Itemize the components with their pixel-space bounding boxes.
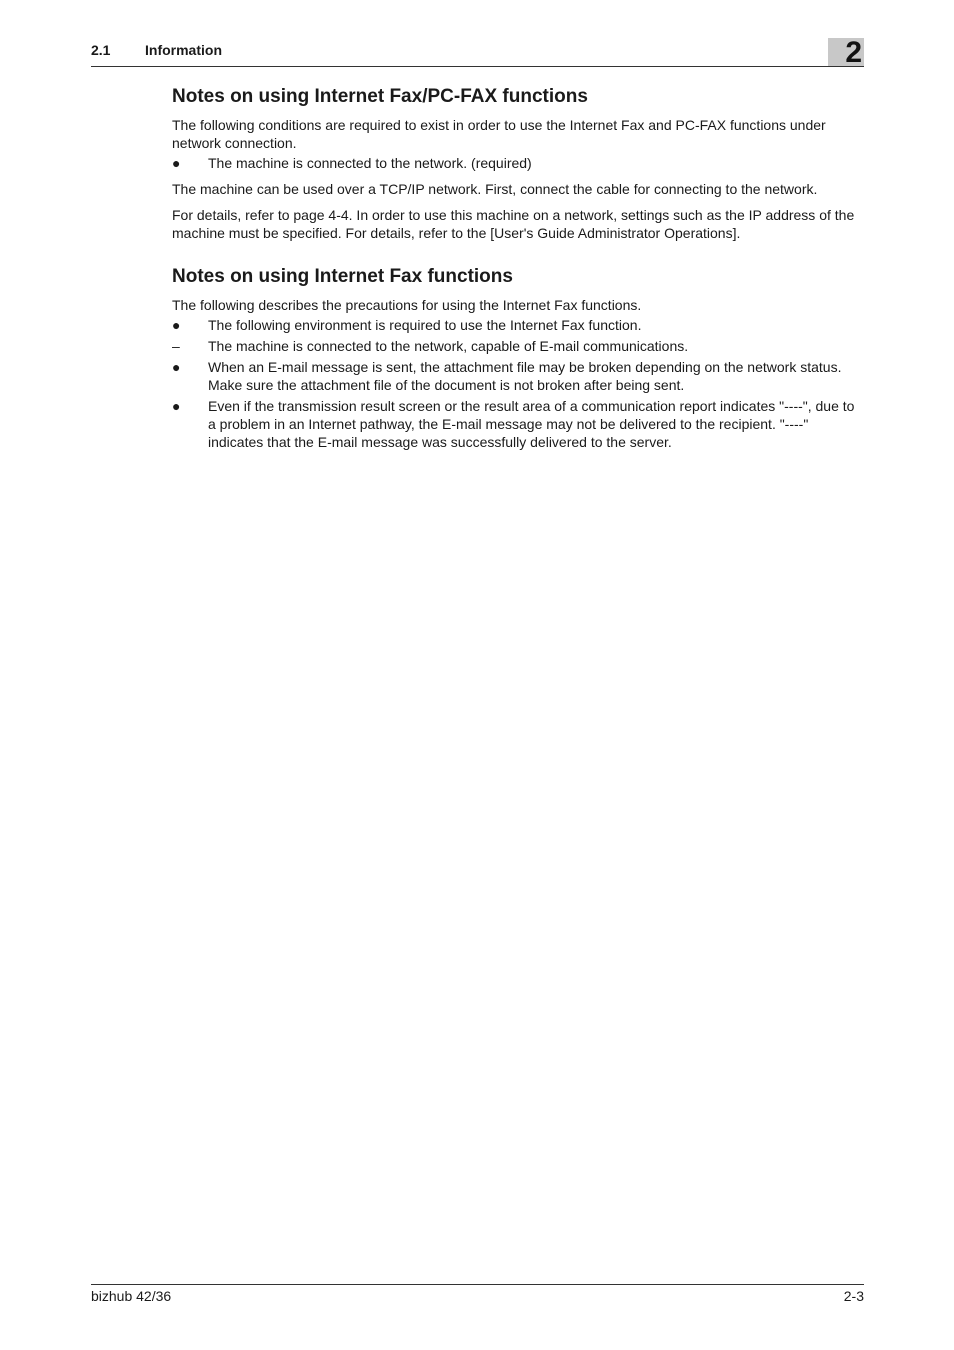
list-item: [172, 316, 864, 334]
bullet-marker: ●: [172, 359, 181, 375]
list-item: [172, 337, 864, 355]
running-header: [91, 36, 864, 69]
page-number: 2-3: [843, 1288, 864, 1304]
list-item: [172, 397, 864, 451]
running-footer: [91, 1284, 864, 1304]
section-internet-fax: [172, 264, 864, 451]
list-item-text: Even if the transmission result screen or the result area of a communication report indicates "----", due to a problem in an Internet pathway, the E-mail message may not be delivered to the recipient. "----" indicates that the E-mail message was successfully delivered to the server.: [208, 398, 855, 450]
bullet-marker: ●: [172, 398, 181, 414]
paragraph: The following conditions are required to exist in order to use the Internet Fax and PC-FAX functions under network connection.: [172, 117, 826, 151]
paragraph: The following describes the precautions for using the Internet Fax functions.: [172, 297, 642, 313]
list-item-text: The following environment is required to use the Internet Fax function.: [208, 317, 642, 333]
section-heading: Notes on using Internet Fax functions: [172, 266, 513, 287]
list-item: [172, 358, 864, 394]
paragraph: For details, refer to page 4-4. In order to use this machine on a network, settings such as the IP address of the machine must be specified. For details, refer to the [User's Guide Administrator Operations].: [172, 207, 855, 241]
chapter-tab: [828, 36, 864, 69]
page-content: [172, 84, 864, 451]
chapter-number: 2: [845, 36, 862, 69]
section-heading: Notes on using Internet Fax/PC-FAX functions: [172, 86, 588, 107]
dash-marker: –: [172, 338, 180, 354]
list-item-text: When an E-mail message is sent, the attachment file may be broken depending on the network status. Make sure the attachment file of the document is not broken after being sent.: [208, 359, 842, 393]
product-name: bizhub 42/36: [91, 1288, 172, 1304]
paragraph: The machine can be used over a TCP/IP network. First, connect the cable for connecting to the network.: [172, 181, 818, 197]
section-number: 2.1: [91, 42, 111, 58]
bullet-marker: ●: [172, 155, 181, 171]
section-title: Information: [145, 42, 222, 58]
list-item: [172, 154, 864, 172]
list-item-text: The machine is connected to the network, capable of E-mail communications.: [208, 338, 689, 354]
section-internet-fax-pc-fax: [172, 84, 864, 242]
list-item-text: The machine is connected to the network. (required): [208, 155, 532, 171]
bullet-marker: ●: [172, 317, 181, 333]
